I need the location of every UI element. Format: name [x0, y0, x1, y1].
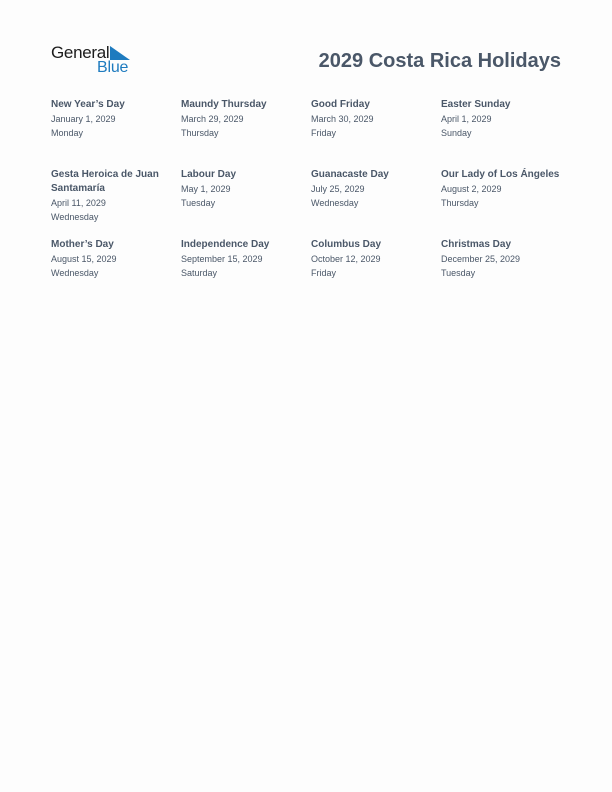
holiday-item: [51, 238, 175, 280]
holiday-item: [311, 98, 435, 140]
holiday-name: Christmas Day: [441, 239, 512, 250]
holiday-row: [51, 168, 571, 238]
holiday-weekday: Tuesday: [441, 268, 476, 278]
holiday-item: [441, 98, 565, 140]
holiday-weekday: Wednesday: [51, 212, 99, 222]
holiday-weekday: Friday: [311, 268, 337, 278]
holiday-date: May 1, 2029: [181, 184, 231, 194]
holiday-date: April 11, 2029: [51, 198, 106, 208]
holiday-date: August 15, 2029: [51, 254, 117, 264]
holiday-name: New Year’s Day: [51, 99, 125, 110]
holiday-item: [51, 98, 175, 140]
holiday-weekday: Sunday: [441, 128, 472, 138]
holiday-name: Independence Day: [181, 239, 270, 250]
holiday-date: October 12, 2029: [311, 254, 381, 264]
holiday-grid: [51, 98, 571, 308]
holiday-name: Labour Day: [181, 169, 237, 180]
holiday-weekday: Monday: [51, 128, 84, 138]
holiday-row: [51, 98, 571, 168]
holiday-row: [51, 238, 571, 308]
holiday-weekday: Wednesday: [311, 198, 359, 208]
page-title: 2029 Costa Rica Holidays: [318, 50, 561, 72]
generalblue-logo: [51, 43, 141, 79]
holiday-date: March 30, 2029: [311, 114, 374, 124]
holiday-item: [311, 168, 435, 210]
holiday-item: [441, 168, 565, 210]
holiday-name: Our Lady of Los Ángeles: [441, 169, 560, 180]
holiday-item: [51, 168, 175, 224]
holiday-name: Columbus Day: [311, 239, 382, 250]
logo-word-general: General: [51, 43, 110, 62]
holiday-name: Guanacaste Day: [311, 169, 389, 180]
holiday-weekday: Friday: [311, 128, 337, 138]
holiday-weekday: Tuesday: [181, 198, 216, 208]
holiday-date: January 1, 2029: [51, 114, 116, 124]
holiday-weekday: Thursday: [441, 198, 479, 208]
holiday-name: Good Friday: [311, 99, 370, 110]
holiday-date: September 15, 2029: [181, 254, 263, 264]
holiday-date: March 29, 2029: [181, 114, 244, 124]
holiday-item: [181, 238, 305, 280]
holiday-item: [441, 238, 565, 280]
holiday-date: December 25, 2029: [441, 254, 521, 264]
holiday-weekday: Thursday: [181, 128, 219, 138]
holiday-item: [181, 168, 305, 210]
holiday-weekday: Saturday: [181, 268, 218, 278]
holiday-date: August 2, 2029: [441, 184, 502, 194]
holiday-name: Mother’s Day: [51, 239, 114, 250]
holiday-name: Gesta Heroica de Juan Santamaría: [51, 169, 159, 194]
logo-word-blue: Blue: [97, 59, 129, 76]
holiday-name: Maundy Thursday: [181, 99, 267, 110]
holiday-date: April 1, 2029: [441, 114, 492, 124]
holiday-name: Easter Sunday: [441, 99, 511, 110]
holiday-item: [181, 98, 305, 140]
holiday-item: [311, 238, 435, 280]
holiday-date: July 25, 2029: [311, 184, 365, 194]
holiday-weekday: Wednesday: [51, 268, 99, 278]
